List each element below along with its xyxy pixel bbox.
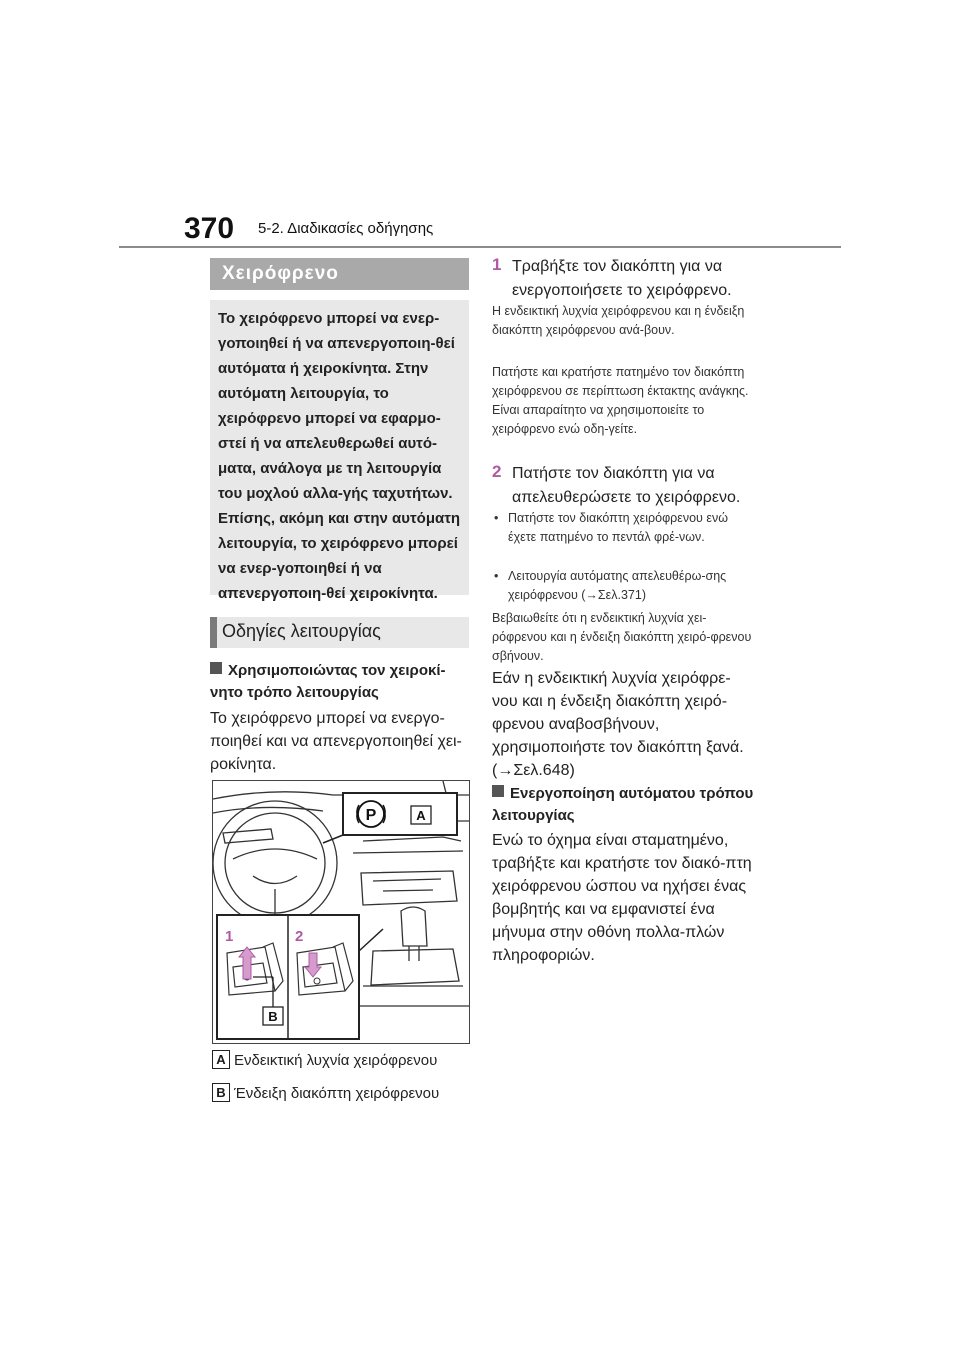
square-bullet-icon <box>210 662 222 674</box>
header-divider <box>119 246 841 248</box>
confirm-note: Βεβαιωθείτε ότι η ενδεικτική λυχνία χει-ρόφρενου και η ένδειξη διακόπτη χειρό-φρενου σβήνουν. <box>492 611 752 663</box>
legend-key-b: B <box>212 1083 230 1102</box>
blink-text: Εάν η ενδεικτική λυχνία χειρόφρε-νου και η ένδειξη διακόπτη χειρό-φρενου αναβοσβήνουν, χρησιμοποιήστε τον διακόπτη ξανά. (→Σελ.648) <box>492 670 744 779</box>
manual-mode-text: Το χειρόφρενο μπορεί να ενεργο-ποιηθεί και να απενεργοποιηθεί χει-ροκίνητα. <box>210 710 462 773</box>
step-1-note-2: Πατήστε και κρατήστε πατημένο τον διακόπτη χειρόφρενου σε περίπτωση έκτακτης ανάγκης. Είναι απαραίτητο να χρησιμοποιείτε το χειρόφρενο ενώ οδη-γείτε. <box>492 365 749 436</box>
figure-step-2: 2 <box>295 928 304 945</box>
bullet-dot-1: • <box>494 511 499 525</box>
bullet-1-text: Πατήστε τον διακόπτη χειρόφρενου ενώ έχετε πατημένο το πεντάλ φρέ-νων. <box>508 511 728 544</box>
summary-text: Το χειρόφρενο μπορεί να ενερ-γοποιηθεί ή να απενεργοποιη-θεί αυτόματα ή χειροκίνητα. Στην αυτόματη λειτουργία, το χειρόφρενο μπορεί να εφαρμο-στεί ή να απελευθερωθεί αυτό-ματα, ανάλογα με τη λειτουργία του μοχλού αλλα-γής ταχυτήτων. Επίσης, ακόμη και στην αυτόματη λειτουργία, το χειρόφρενο μπορεί να ενερ-γοποιηθεί ή να απενεργοποιη-θεί χειροκίνητα. <box>218 310 461 602</box>
legend-key-a: A <box>212 1050 230 1069</box>
label-a-text: A <box>416 808 426 823</box>
label-b-text: B <box>268 1009 278 1024</box>
manual-mode-heading <box>210 660 470 704</box>
interior-drawing <box>213 781 469 1043</box>
section-title: 5-2. Διαδικασίες οδήγησης <box>258 220 434 237</box>
instructions-heading <box>210 617 469 648</box>
heading-bar <box>210 617 217 648</box>
summary-box <box>210 300 469 602</box>
page-number: 370 <box>184 212 235 245</box>
legend-text-b: Ένδειξη διακόπτη χειρόφρενου <box>234 1085 440 1102</box>
auto-mode-heading-text: Ενεργοποίηση αυτόματου τρόπου λειτουργίας <box>492 785 754 824</box>
square-bullet-icon <box>492 785 504 797</box>
auto-mode-heading <box>492 783 754 827</box>
auto-mode-text: Ενώ το όχημα είναι σταματημένο, τραβήξτε και κρατήστε τον διακό-πτη χειρόφρενου ώσπου να ηχήσει ένας βομβητής και να εμφανιστεί ένα μήνυμα στην οθόνη πολλα-πλών πληροφοριών. <box>492 832 752 964</box>
legend-text-a: Ενδεικτική λυχνία χειρόφρενου <box>234 1052 438 1069</box>
step-1-note-1: Η ενδεικτική λυχνία χειρόφρενου και η ένδειξη διακόπτη χειρόφρενου ανά-βουν. <box>492 304 745 337</box>
chapter-heading-label: Χειρόφρενο <box>222 263 339 284</box>
figure-step-1: 1 <box>225 928 234 945</box>
step-1-text: Τραβήξτε τον διακόπτη για να ενεργοποιήσετε το χειρόφρενο. <box>512 258 732 299</box>
chapter-heading <box>210 258 469 290</box>
instructions-heading-label: Οδηγίες λειτουργίας <box>222 621 381 641</box>
bullet-dot-2: • <box>494 569 499 583</box>
step-2-number: 2 <box>492 462 502 481</box>
parking-brake-illustration <box>212 780 470 1044</box>
bullet-2-text: Λειτουργία αυτόματης απελευθέρω-σης χειρόφρενου (→Σελ.371) <box>508 569 727 602</box>
manual-mode-heading-text: Χρησιμοποιώντας τον χειροκί-νητο τρόπο λειτουργίας <box>210 662 446 701</box>
step-1-number: 1 <box>492 255 502 274</box>
step-2-text: Πατήστε τον διακόπτη για να απελευθερώσετε το χειρόφρενο. <box>512 465 741 506</box>
p-symbol-text: P <box>365 807 377 824</box>
